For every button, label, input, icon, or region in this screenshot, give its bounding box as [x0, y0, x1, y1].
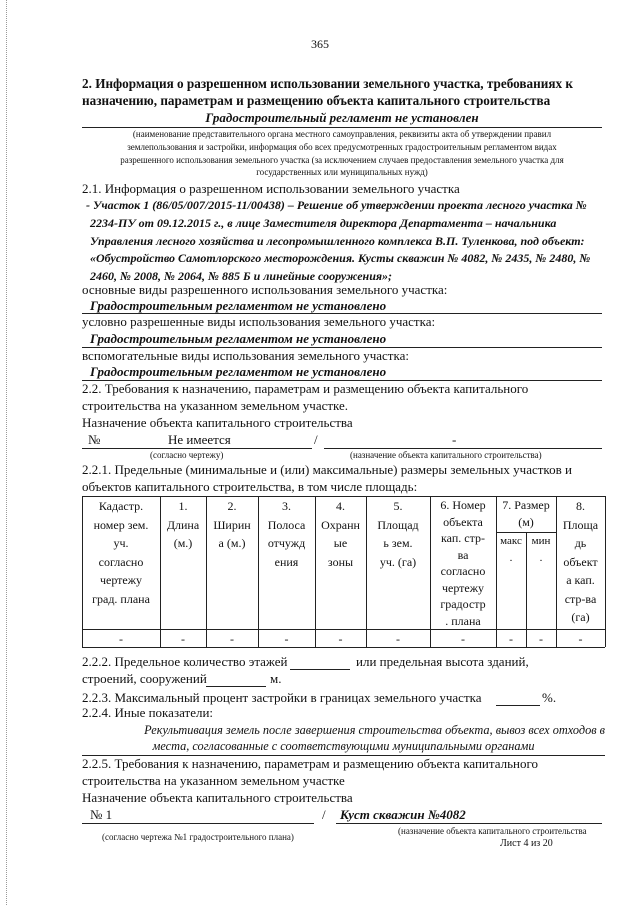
- header-text: .: [539, 552, 543, 564]
- s2-1-decision-line-5: 2460, № 2008, № 2064, № 885 Б и линейные сооружения»;: [90, 269, 393, 283]
- s2-2-3-text: 2.2.3. Максимальный процент застройки в границах земельного участка: [82, 690, 482, 705]
- main-uses-value: Градостроительным регламентом не установлено: [90, 298, 387, 313]
- conditional-uses-label: условно разрешенные виды использования земельного участка:: [82, 314, 436, 329]
- header-text: стр-ва: [564, 591, 597, 606]
- table-header-cell: [315, 497, 366, 571]
- s2-2-4-value-line-2: места, согласованные с соответствующими муниципальными органами: [152, 739, 535, 753]
- header-text: 4.: [336, 499, 345, 513]
- s2-1-title: 2.1. Информация о разрешенном использовании земельного участка: [82, 181, 460, 196]
- s2-2-num-value: Не имеется: [168, 432, 231, 447]
- s2-2-5-caption-right: (назначение объекта капитального строительства: [398, 826, 587, 836]
- header-text: макс: [500, 535, 522, 547]
- s2-2-1-title-line-2: объектов капитального строительства, в том числе площадь:: [82, 479, 418, 494]
- section-2-heading-line-1: 2. Информация о разрешенном использовании земельного участка, требованиях к: [82, 76, 573, 91]
- s2-2-caption-left: (согласно чертежу): [150, 450, 224, 460]
- table-cell: -: [119, 632, 123, 646]
- table-subheader-max: [496, 533, 526, 567]
- header-text: Полоса: [267, 517, 306, 532]
- note-line-3: разрешенного использования земельного участка (за исключением случаев предоставления земельного участка для: [120, 155, 564, 165]
- table-cell: -: [181, 632, 185, 646]
- table-cell: -: [578, 632, 583, 646]
- s2-2-5-title-line-2: строительства на указанном земельном участке: [82, 773, 345, 788]
- table-header-cell: [160, 497, 206, 553]
- note-line-2: землепользования и застройки, информация обо всех предусмотренных градостроительным регламентом видах: [127, 142, 557, 152]
- header-text: 1.: [178, 499, 188, 513]
- header-text: (м.): [173, 536, 193, 550]
- table-cell: -: [509, 632, 513, 646]
- header-text: 3.: [282, 499, 291, 513]
- s2-2-3-suffix: %.: [542, 690, 557, 705]
- table-cell: -: [230, 632, 234, 646]
- table-header-cell: [258, 497, 315, 571]
- header-text: а кап.: [566, 573, 595, 587]
- note-line-4: государственных или муниципальных нужд): [256, 167, 428, 177]
- header-text: Ширин: [213, 517, 251, 532]
- header-text: номер зем.: [93, 517, 149, 532]
- s2-2-5-num-value: № 1: [90, 807, 113, 822]
- sheet-number: Лист 4 из 20: [500, 838, 553, 849]
- header-text: дь: [574, 536, 587, 550]
- table-header-cell: [82, 497, 160, 608]
- s2-2-5-title-line-1: 2.2.5. Требования к назначению, параметрам и размещению объекта капитального: [82, 756, 538, 771]
- s2-2-title-line-2: строительства на указанном земельном участке.: [82, 398, 349, 413]
- header-text: чертежу: [99, 573, 143, 587]
- header-text: (м): [518, 515, 534, 529]
- header-text: объекта: [443, 514, 483, 529]
- s2-1-decision-line-3: Управления лесного хозяйства и лесопромышленного комплекса В.П. Туленкова, под объект:: [90, 234, 585, 248]
- underline: [324, 448, 602, 449]
- scan-edge: [6, 0, 7, 905]
- auxiliary-uses-label: вспомогательные виды использования земельного участка:: [82, 348, 409, 363]
- header-text: Охранн: [321, 517, 360, 532]
- header-text: уч. (га): [379, 554, 417, 569]
- header-text: Площад: [377, 517, 419, 532]
- s2-2-5-purpose-value: Куст скважин №4082: [340, 807, 466, 822]
- underline: [336, 823, 602, 824]
- header-text: 6. Номер: [440, 498, 486, 512]
- table-header-cell: [206, 497, 258, 553]
- header-text: 8.: [576, 499, 585, 513]
- percent-blank: [496, 705, 540, 706]
- table-subheader-min: [526, 533, 556, 567]
- header-text: чертежу: [441, 580, 485, 595]
- s2-2-num-sign: №: [88, 432, 101, 447]
- s2-2-purpose-label: Назначение объекта капитального строительства: [82, 415, 353, 430]
- s2-2-5-slash: /: [322, 807, 326, 822]
- s2-2-2-text-c: строений, сооружений: [82, 671, 207, 686]
- conditional-uses-value: Градостроительным регламентом не установлено: [90, 331, 387, 346]
- header-text: ва: [457, 547, 469, 562]
- s2-2-title-line-1: 2.2. Требования к назначению, параметрам и размещению объекта капитального: [82, 381, 529, 396]
- s2-2-2-text-b: или предельная высота зданий,: [356, 654, 529, 669]
- header-text: (га): [571, 610, 590, 624]
- table-cell: -: [338, 632, 343, 646]
- table-header-cell: [496, 497, 556, 531]
- header-text: кап. стр-: [441, 531, 485, 545]
- header-text: ения: [274, 554, 299, 569]
- header-text: ь зем.: [383, 536, 413, 550]
- header-text: ые: [333, 536, 348, 550]
- height-blank: [206, 686, 266, 687]
- page-number: 365: [311, 37, 329, 51]
- header-text: Площа: [562, 517, 599, 532]
- underline: [82, 448, 312, 449]
- section-2-heading-line-2: назначению, параметрам и размещению объекта капитального строительства: [82, 93, 551, 108]
- table-cell: -: [284, 632, 289, 646]
- table-header-cell: [430, 497, 496, 629]
- header-text: 7. Размер: [502, 498, 550, 512]
- s2-2-2-text-a: 2.2.2. Предельное количество этажей: [82, 654, 288, 669]
- header-text: мин: [531, 535, 551, 547]
- header-text: градостр: [440, 597, 486, 611]
- note-line-1: (наименование представительного органа местного самоуправления, реквизиты акта об утверждении правил: [132, 129, 552, 139]
- s2-2-4-value-line-1: Рекультивация земель после завершения строительства объекта, вывоз всех отходов в: [144, 723, 605, 737]
- table-cell: -: [539, 632, 543, 646]
- header-text: град. плана: [92, 591, 150, 606]
- header-text: согласно: [440, 564, 486, 578]
- auxiliary-uses-value: Градостроительным регламентом не установлено: [90, 364, 387, 379]
- table-header-cell: [366, 497, 430, 571]
- header-text: объект: [563, 554, 598, 569]
- header-text: а (м.): [218, 536, 246, 550]
- table-col-line: [605, 496, 606, 647]
- s2-2-5-caption-left: (согласно чертежа №1 градостроительного плана): [102, 832, 294, 842]
- header-text: согласно: [98, 554, 144, 569]
- header-text: Длина: [166, 517, 200, 532]
- header-text: .: [509, 552, 513, 564]
- s2-2-4-title: 2.2.4. Иные показатели:: [82, 705, 214, 720]
- s2-2-1-title-line-1: 2.2.1. Предельные (минимальные и (или) максимальные) размеры земельных участков и: [82, 462, 572, 477]
- table-cell: -: [396, 632, 400, 646]
- header-text: 5.: [393, 499, 403, 513]
- header-text: Кадастр.: [98, 499, 144, 513]
- s2-2-purpose-value: -: [452, 432, 457, 447]
- underline: [82, 823, 314, 824]
- table-header-cell: [556, 497, 605, 627]
- main-uses-label: основные виды разрешенного использования земельного участка:: [82, 282, 448, 297]
- s2-1-decision-line-1: - Участок 1 (86/05/007/2015-11/00438) – Решение об утверждении проекта лесного участка №: [86, 198, 587, 212]
- s2-2-2-text-d: м.: [270, 671, 282, 686]
- s2-2-5-purpose-label: Назначение объекта капитального строительства: [82, 790, 353, 805]
- floors-blank: [290, 669, 350, 670]
- header-text: уч.: [113, 536, 129, 550]
- header-text: отчужд: [267, 536, 306, 550]
- underline: [82, 127, 602, 128]
- table-cell: -: [461, 632, 465, 646]
- s2-2-slash: /: [314, 432, 318, 447]
- header-text: 2.: [227, 499, 237, 513]
- s2-1-decision-line-2: 2234-ПУ от 09.12.2015 г., в лице Заместителя директора Департамента – начальника: [90, 216, 557, 230]
- header-text: зоны: [327, 554, 354, 569]
- regulation-status: Градостроительный регламент не установлен: [205, 110, 479, 125]
- header-text: . плана: [445, 613, 481, 628]
- s2-1-decision-line-4: «Обустройство Самотлорского месторождения. Кусты скважин № 4082, № 2435, № 2480, №: [90, 251, 591, 265]
- s2-2-caption-right: (назначение объекта капитального строительства): [350, 450, 542, 460]
